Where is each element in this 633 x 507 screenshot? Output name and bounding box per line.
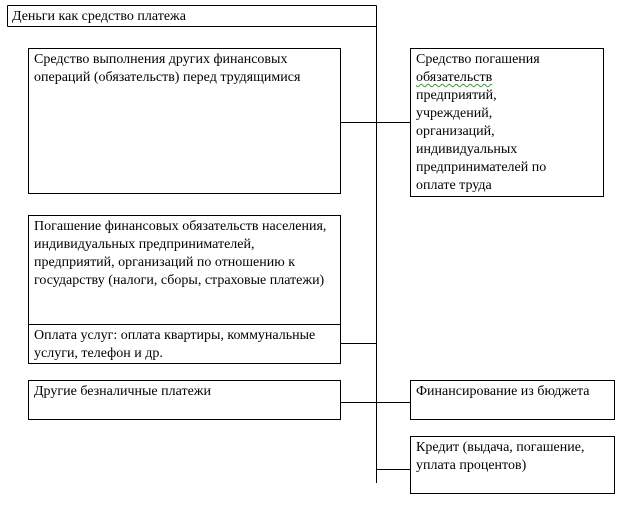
box-credit: Кредит (выдача, погашение, уплата процентов) [410, 436, 615, 494]
box-other-payments: Другие безналичные платежи [28, 380, 341, 420]
box-labor-payment-rest: предприятий, учреждений, организаций, индивидуальных предпринимателей по оплате труда [416, 88, 547, 193]
diagram-title: Деньги как средство платежа [12, 9, 186, 24]
box-labor-payment-text: Средство погашения [416, 52, 540, 67]
box-services: Оплата услуг: оплата квартиры, коммунальные услуги, телефон и др. [28, 324, 341, 364]
box-obligations-to-workers: Средство выполнения других финансовых операций (обязательств) перед трудящимися [28, 48, 341, 194]
box-labor-payment [410, 48, 604, 197]
box-budget-financing: Финансирование из бюджета [410, 380, 615, 420]
box-labor-payment-squiggle: обязательств [416, 70, 493, 85]
box-state-obligations: Погашение финансовых обязательств населения, индивидуальных предпринимателей, предприятий, организаций по отношению к государству (налоги, сборы, страховые платежи) [28, 215, 341, 325]
